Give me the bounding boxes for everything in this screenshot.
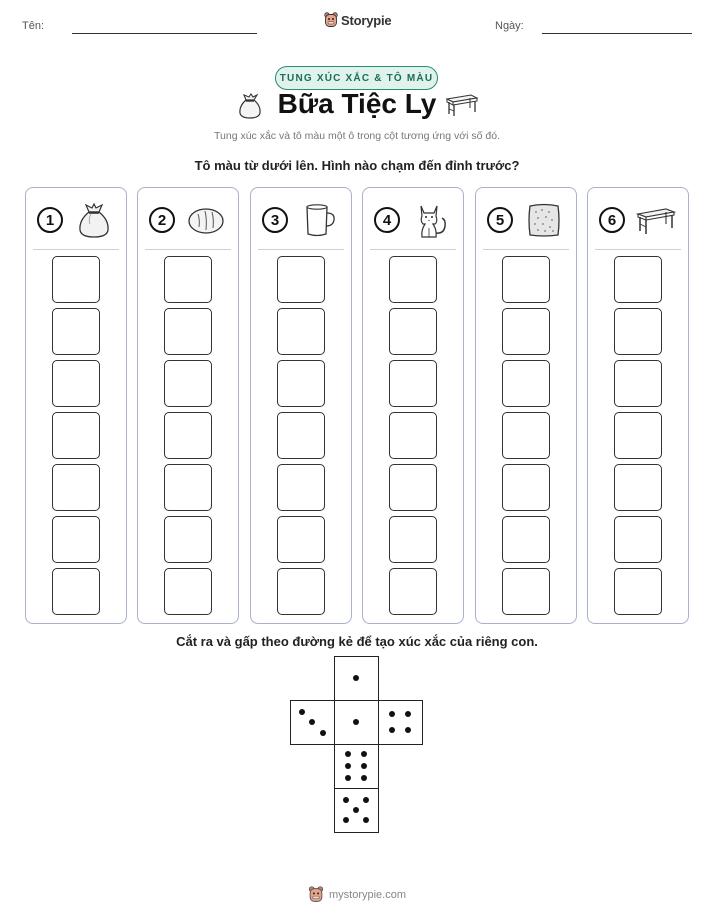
coloring-cell[interactable] <box>277 516 325 563</box>
die-face-1 <box>334 656 379 701</box>
coloring-cell[interactable] <box>502 308 550 355</box>
brand-name: Storypie <box>341 12 392 28</box>
coloring-cell[interactable] <box>164 568 212 615</box>
die-pip <box>353 807 359 813</box>
storypie-logo <box>324 12 391 28</box>
column-divider <box>595 249 681 250</box>
die-pip <box>299 709 305 715</box>
subtitle: Tung xúc xắc và tô màu một ô trong cột tương ứng với số đó. <box>214 130 500 142</box>
coloring-cell[interactable] <box>502 360 550 407</box>
matzah-bread-icon <box>524 200 564 240</box>
column-divider <box>258 249 344 250</box>
die-pip <box>343 817 349 823</box>
die-pip <box>353 719 359 725</box>
coloring-cell[interactable] <box>52 256 100 303</box>
die-pip <box>353 675 359 681</box>
coloring-cell[interactable] <box>614 360 662 407</box>
die-pip <box>405 727 411 733</box>
coloring-cell[interactable] <box>52 308 100 355</box>
die-pip <box>320 730 326 736</box>
die-pip <box>361 763 367 769</box>
footer-url[interactable]: mystorypie.com <box>329 888 407 901</box>
coloring-cell[interactable] <box>389 256 437 303</box>
coloring-cell[interactable] <box>277 412 325 459</box>
storypie-mascot-icon <box>308 886 324 903</box>
money-bag-icon <box>74 200 114 240</box>
coloring-cell[interactable] <box>277 308 325 355</box>
coloring-cell[interactable] <box>502 568 550 615</box>
die-pip <box>345 775 351 781</box>
coloring-cell[interactable] <box>277 256 325 303</box>
coloring-cell[interactable] <box>164 412 212 459</box>
coloring-cell[interactable] <box>52 360 100 407</box>
column-divider <box>483 249 569 250</box>
dice-column-5 <box>475 187 577 624</box>
coloring-cell[interactable] <box>389 308 437 355</box>
die-pip <box>405 711 411 717</box>
column-divider <box>145 249 231 250</box>
coloring-cell[interactable] <box>502 464 550 511</box>
column-number: 5 <box>487 207 513 233</box>
die-pip <box>309 719 315 725</box>
coloring-cell[interactable] <box>52 464 100 511</box>
coloring-cell[interactable] <box>614 516 662 563</box>
die-pip <box>343 797 349 803</box>
dice-column-1 <box>25 187 127 624</box>
coloring-cell[interactable] <box>389 464 437 511</box>
table-icon <box>445 93 479 117</box>
coloring-cell[interactable] <box>614 464 662 511</box>
die-pip <box>361 751 367 757</box>
page-title: Bữa Tiệc Ly <box>277 88 437 119</box>
column-header <box>596 200 682 240</box>
date-line[interactable] <box>542 33 692 34</box>
coloring-cell[interactable] <box>614 256 662 303</box>
coloring-cell[interactable] <box>277 568 325 615</box>
die-pip <box>389 711 395 717</box>
cat-icon <box>411 200 451 240</box>
dice-column-2 <box>137 187 239 624</box>
coloring-cell[interactable] <box>614 412 662 459</box>
coloring-cell[interactable] <box>52 412 100 459</box>
coloring-cell[interactable] <box>164 256 212 303</box>
die-pip <box>363 817 369 823</box>
cup-icon <box>299 200 339 240</box>
coloring-cell[interactable] <box>164 516 212 563</box>
column-header <box>34 200 120 240</box>
footer <box>308 886 406 903</box>
column-divider <box>370 249 456 250</box>
column-divider <box>33 249 119 250</box>
coloring-cell[interactable] <box>277 464 325 511</box>
coloring-cell[interactable] <box>614 568 662 615</box>
coloring-cell[interactable] <box>502 516 550 563</box>
die-pip <box>361 775 367 781</box>
table-icon <box>636 200 676 240</box>
die-face-3 <box>290 700 335 745</box>
coloring-cell[interactable] <box>389 516 437 563</box>
column-number: 3 <box>262 207 288 233</box>
storypie-mascot-icon <box>324 12 338 28</box>
die-pip <box>345 751 351 757</box>
die-pip <box>345 763 351 769</box>
die-face-4 <box>378 700 423 745</box>
cut-instruction: Cắt ra và gấp theo đường kẻ để tạo xúc xắc của riêng con. <box>176 634 538 649</box>
date-label: Ngày: <box>495 20 524 32</box>
die-face-5 <box>334 788 379 833</box>
dice-column-4 <box>362 187 464 624</box>
column-header <box>146 200 232 240</box>
activity-badge: TUNG XÚC XẮC & TÔ MÀU <box>275 66 438 90</box>
coloring-cell[interactable] <box>614 308 662 355</box>
coloring-cell[interactable] <box>502 412 550 459</box>
instruction: Tô màu từ dưới lên. Hình nào chạm đến đỉnh trước? <box>194 158 520 173</box>
coloring-cell[interactable] <box>389 360 437 407</box>
column-header <box>371 200 457 240</box>
coloring-cell[interactable] <box>389 568 437 615</box>
coloring-cell[interactable] <box>389 412 437 459</box>
die-face-1 <box>334 700 379 745</box>
column-number: 4 <box>374 207 400 233</box>
coloring-cell[interactable] <box>164 360 212 407</box>
name-line[interactable] <box>72 33 257 34</box>
coloring-cell[interactable] <box>164 308 212 355</box>
coloring-cell[interactable] <box>277 360 325 407</box>
die-pip <box>389 727 395 733</box>
coloring-cell[interactable] <box>52 568 100 615</box>
die-face-6 <box>334 744 379 789</box>
coloring-cell[interactable] <box>52 516 100 563</box>
coloring-cell[interactable] <box>164 464 212 511</box>
column-header <box>484 200 570 240</box>
name-label: Tên: <box>22 20 45 32</box>
die-pip <box>363 797 369 803</box>
dice-column-6 <box>587 187 689 624</box>
column-header <box>259 200 345 240</box>
column-number: 1 <box>37 207 63 233</box>
coloring-cell[interactable] <box>502 256 550 303</box>
dice-column-3 <box>250 187 352 624</box>
column-number: 2 <box>149 207 175 233</box>
bread-loaf-icon <box>186 200 226 240</box>
column-number: 6 <box>599 207 625 233</box>
